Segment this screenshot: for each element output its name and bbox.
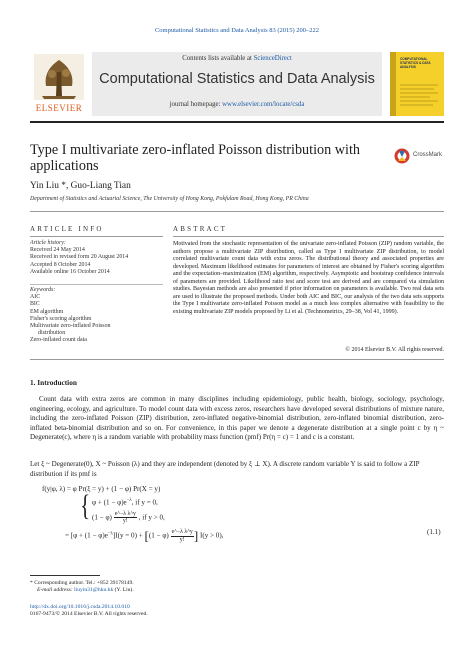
keyword: EM algorithm [30, 308, 64, 315]
doi-block [30, 604, 148, 618]
equation-number: (1.1) [427, 528, 441, 536]
journal-homepage-link[interactable]: www.elsevier.com/locate/csda [222, 101, 305, 108]
keyword: BIC [30, 301, 40, 308]
crossmark-badge[interactable] [394, 148, 454, 164]
elsevier-logo[interactable] [30, 52, 88, 116]
abstract-heading: ABSTRACT [173, 225, 228, 233]
section-heading: 1. Introduction [30, 378, 77, 387]
doi-link[interactable]: http://dx.doi.org/10.1016/j.csda.2014.10.010 [30, 604, 130, 610]
copyright: © 2014 Elsevier B.V. All rights reserved. [345, 347, 444, 353]
crossmark-label: CrossMark [413, 152, 443, 158]
divider [173, 236, 444, 237]
fraction: $\frac{\text{e\textasciicircum{}−λ λ\textasciicircum{}y}}{y!}$ [114, 511, 136, 525]
divider [30, 359, 444, 360]
journal-cover-thumbnail[interactable] [390, 52, 444, 116]
left-brace: { [80, 489, 91, 522]
keyword: distribution [38, 330, 66, 337]
footnote-rule [30, 575, 100, 576]
history-label: Article history: [30, 240, 66, 246]
publisher-name: ELSEVIER [35, 103, 83, 113]
history-item: Accepted 8 October 2014 [30, 261, 91, 268]
journal-title: Computational Statistics and Data Analysis [99, 71, 375, 87]
history-item: Received in revised form 20 August 2014 [30, 254, 129, 261]
intro-paragraph: Count data with extra zeros are common in many disciplines including epidemiology, public health, biology, sociology, psychology, engineering, ecology, and agriculture. To model count data with excess zeros, researchers have developed several distributions of mixture nature, including the zero-inflated Poisson (ZIP) distribution, zero-inflated negative-binomial distribution, zero-inflated binomial distribution, zero-inflated beta-binomial distribution and so on. For convenience, in this paper we denote a degenerate distribution at a single point c by η ~ Degenerate(c), where η is a random variable with probability mass function (pmf) Pr(η = c) = 1 and c is a constant. [30, 395, 444, 441]
equation-cases: { $\varphi + (1 - \varphi)e^{-\lambda}$, if y = 0, (1 − φ) $\frac{\text{e\textasciicircum{}−λ λ\textasciicircum{}y}}{y!}$ , if y > 0, [80, 489, 165, 525]
keyword: AIC [30, 294, 41, 301]
cover-toc-lines [400, 82, 440, 108]
journal-header [30, 52, 444, 116]
fraction: $\frac{\text{e\textasciicircum{}−λ λ\textasciicircum{}y}}{y!}$ [171, 529, 193, 543]
keywords-label: Keywords: [30, 287, 56, 293]
header-rule [30, 121, 444, 123]
equation-line: = $[\varphi + (1 - \varphi)e^{-\lambda}]I(y = 0) + [(1 - \varphi)$ $\frac{\text{e\textasciicircum{}−λ λ\textasciicircum{}y}}{y!}$] I(y > 0), [65, 528, 224, 543]
running-head[interactable]: Computational Statistics and Data Analysis 83 (2015) 200–222 [154, 27, 320, 34]
article-title: Type I multivariate zero-inflated Poisson distribution with applications [30, 142, 360, 174]
history-item: Available online 16 October 2014 [30, 268, 110, 275]
cover-spine [390, 52, 396, 116]
equation-line: f(y|φ, λ) = φ Pr(ξ = y) + (1 − φ) Pr(X = y) [42, 485, 161, 493]
article-info-heading: ARTICLE INFO [30, 225, 104, 233]
crossmark-icon [394, 148, 410, 164]
abstract-text: Motivated from the stochastic representation of the univariate zero-inflated Poisson (ZIP) random variable, the authors propose a multivariate ZIP distribution, called as Type I multivariate ZIP distribution, to model correlated multivariate count data with extra zeros. The distributional theory and associated properties are developed. Maximum likelihood estimates for parameters of interest are obtained by Fisher's scoring algorithm and the expectation–maximization (EM) algorithm, respectively. Asymptotic and bootstrap confidence intervals of parameters are provided. Likelihood ratio test and score test are derived and are compared via simulation studies. Bayesian methods are also presented if prior information on parameters is available. Two real data sets are used to illustrate the proposed methods. Under both AIC and BIC, our analysis of the two data sets supports the Type I multivariate zero-inflated Poisson model as a much less complex alternative with feasibility to the existing multivariate ZIP models proposed by Li et al. (Technometrics, 29–38, Vol 41, 1999). [173, 241, 444, 315]
keywords [30, 287, 165, 345]
cover-title: COMPUTATIONAL STATISTICS & DATA ANALYSIS [400, 57, 431, 69]
keyword: Fisher's scoring algorithm [30, 315, 92, 322]
homepage-line: journal homepage: www.elsevier.com/locate/csda [169, 101, 305, 108]
footnote: * Corresponding author. Tel.: +852 39178149. E-mail address: liuyin31@hku.hk (Y. Liu). [30, 580, 134, 594]
divider [30, 211, 444, 212]
authors: Yin Liu *, Guo-Liang Tian [30, 181, 131, 191]
keyword: Zero-inflated count data [30, 337, 87, 344]
email-link[interactable]: liuyin31@hku.hk [74, 587, 114, 594]
divider [30, 236, 163, 237]
intro-paragraph: Let ξ ~ Degenerate(0), X ~ Poisson (λ) and they are independent (denoted by ξ ⊥ X). A discrete random variable Y is said to follow a ZIP distribution if its pmf is [30, 460, 420, 478]
contents-line: Contents lists available at ScienceDirect [182, 55, 292, 62]
history-item: Received 24 May 2014 [30, 247, 85, 254]
article-history [30, 240, 165, 276]
divider [30, 284, 163, 285]
issn-line: 0167-9473/© 2014 Elsevier B.V. All rights reserved. [30, 611, 148, 618]
masthead [92, 52, 382, 116]
affiliation: Department of Statistics and Actuarial Science, The University of Hong Kong, Pokfulam Road, Hong Kong, PR China [30, 196, 309, 202]
sciencedirect-link[interactable]: ScienceDirect [253, 55, 292, 62]
keyword: Multivariate zero-inflated Poisson [30, 323, 111, 330]
